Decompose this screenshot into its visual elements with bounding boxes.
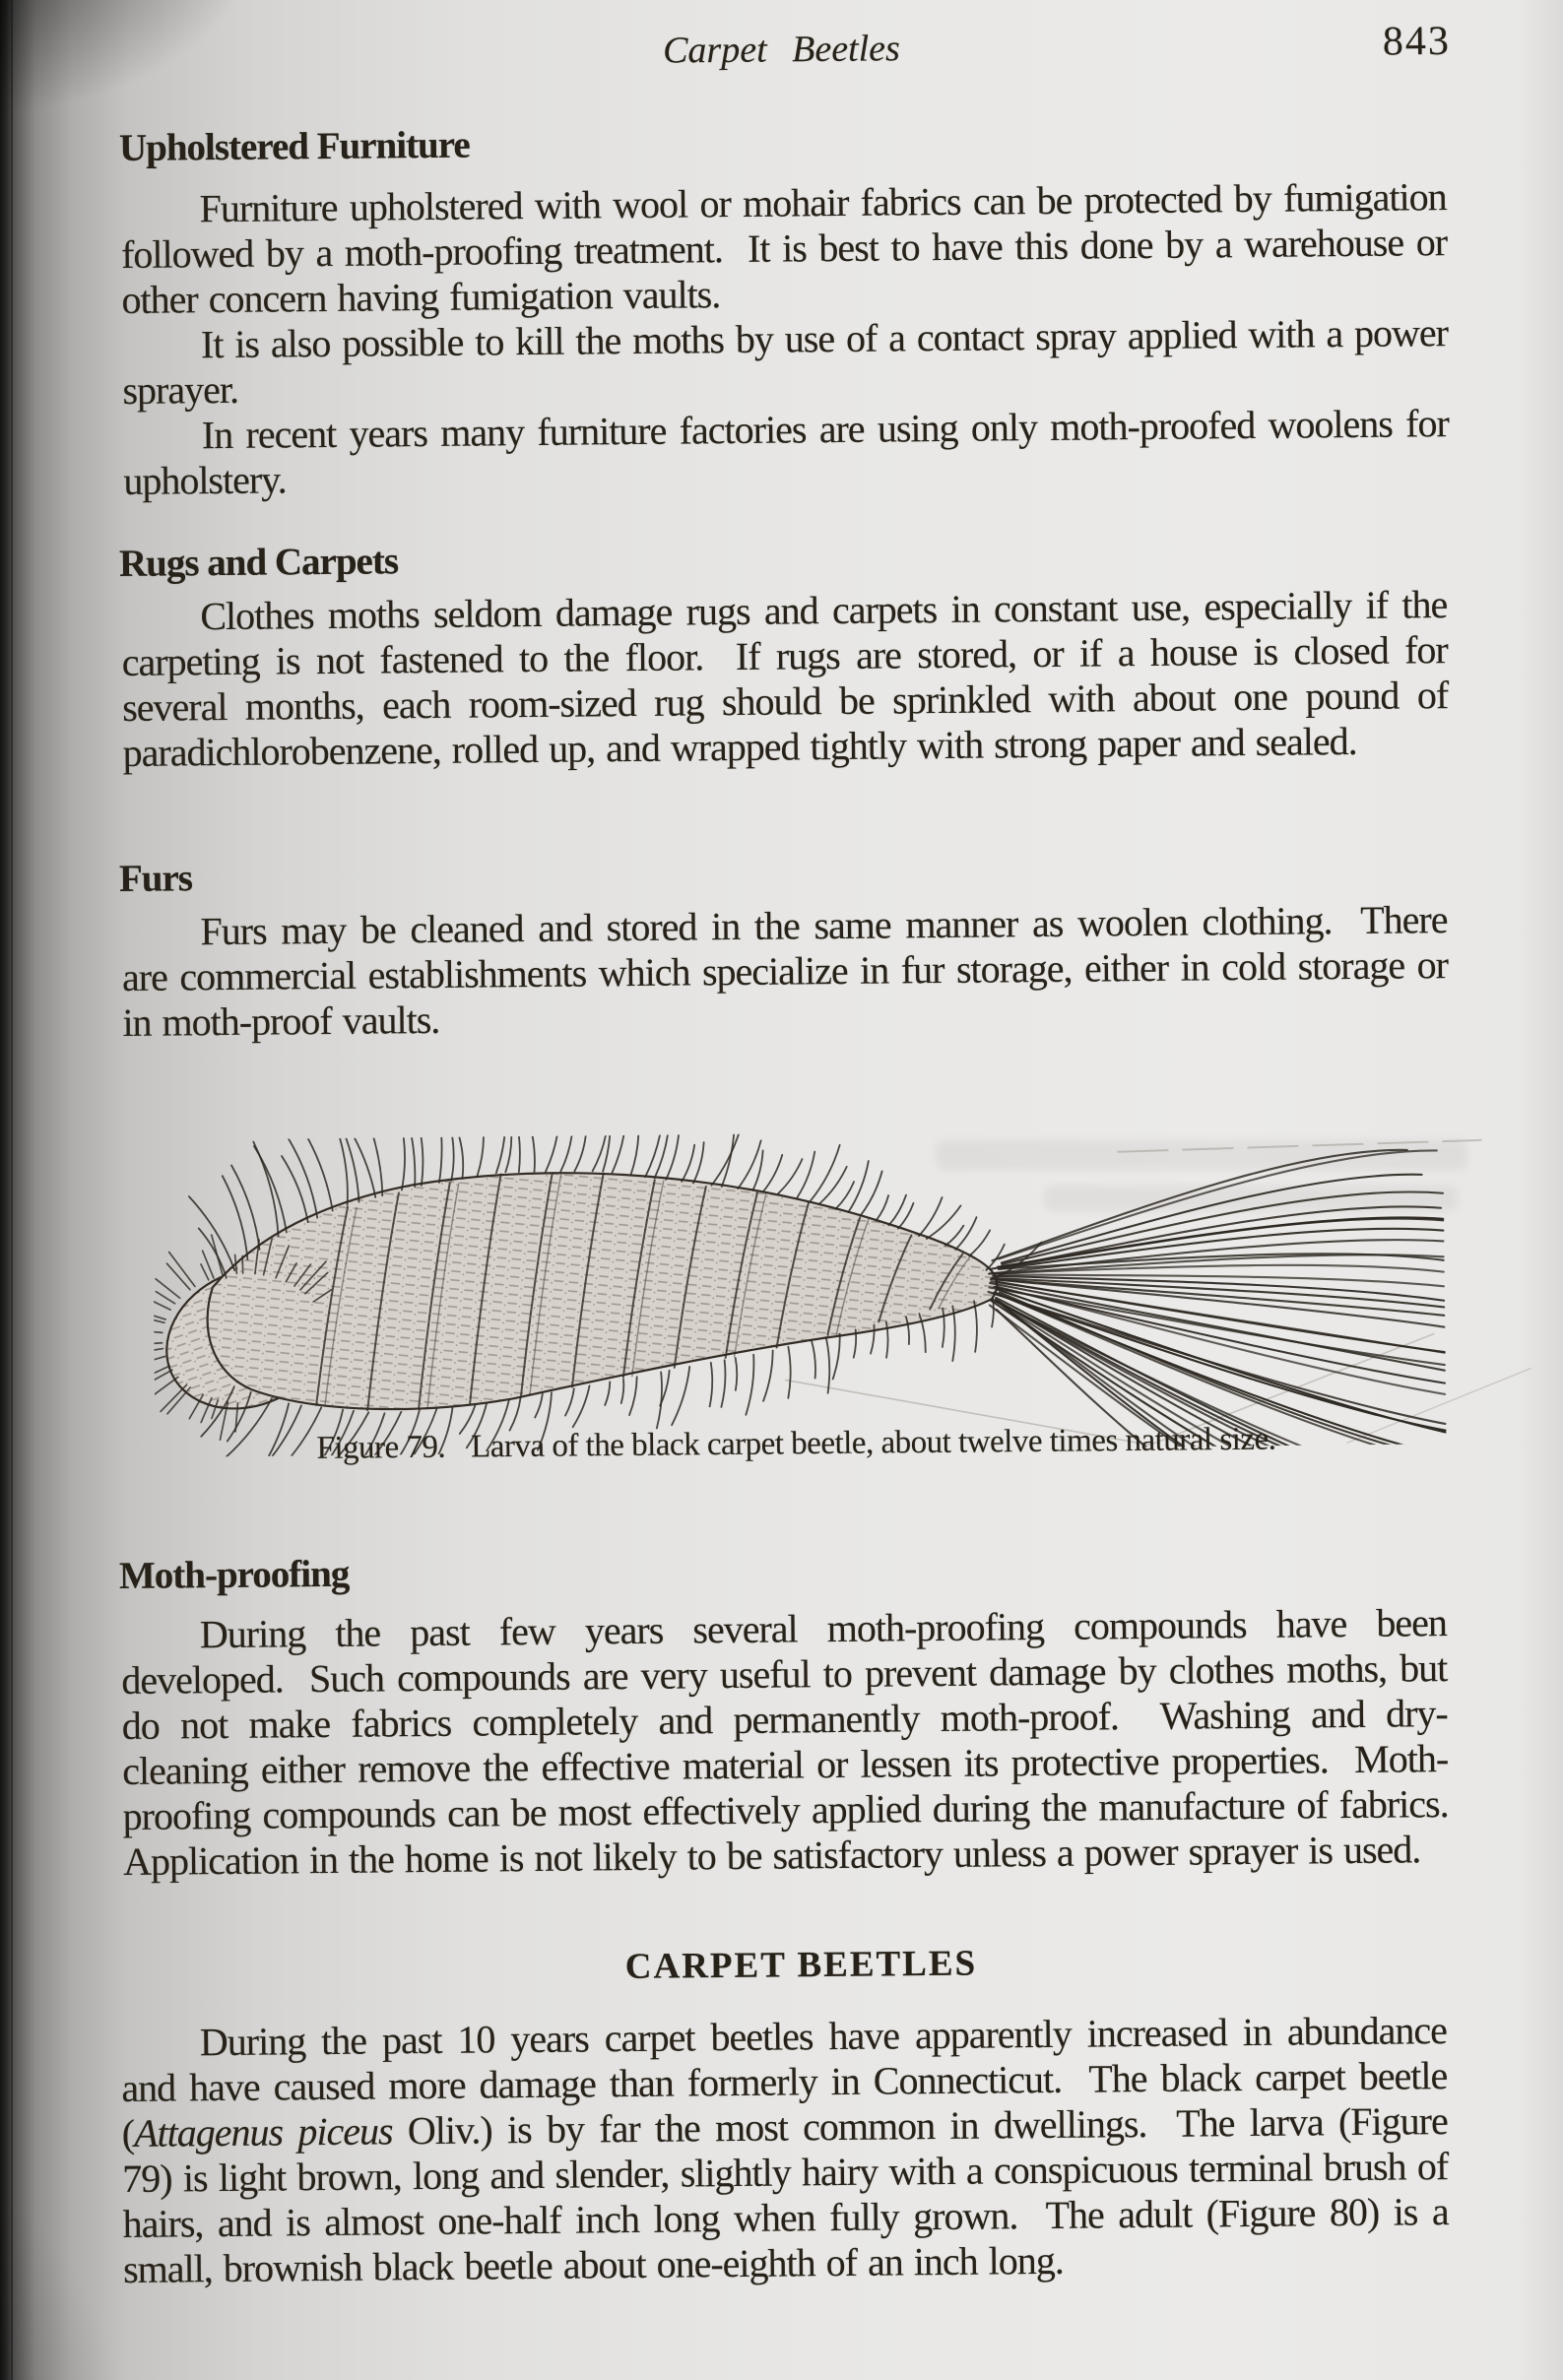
paragraph: Clothes moths seldom damage rugs and carpets in constant use, especially if the carpeting is not fastened to the floor. If rugs are stored, or if a house is closed for several months, each room-sized rug should be sprinkled with about one pound of paradichlorobenzene, rolled up, and wrapped tightly with strong paper and sealed.	[121, 581, 1460, 775]
paragraph-text: Oliv.) is by far the most common in dwellings. The larva (Figure 79) is light brown, long and slender, slightly hairy with a conspicuous terminal brush of hairs, and is almost one-half inch long when fully grown. The adult (Figure 80) is a small, brownish black beetle about one-eighth of an inch long.	[122, 2097, 1460, 2291]
section-heading-furs: Furs	[118, 857, 193, 900]
larva-terminal-hair-brush	[987, 1149, 1447, 1457]
page-number: 843	[1382, 18, 1452, 65]
figure-caption-label: Figure 79.	[316, 1429, 446, 1466]
section-carpet-beetles-body	[121, 2007, 1460, 2292]
figure-caption-text: Larva of the black carpet beetle, about twelve times natural size.	[470, 1421, 1276, 1465]
paragraph: It is also possible to kill the moths by use of a contact spray applied with a power sprayer.	[122, 309, 1460, 413]
section-heading-carpet-beetles: CARPET BEETLES	[624, 1943, 978, 1987]
running-head	[0, 18, 1563, 79]
section-rugs-and-carpets-body	[121, 581, 1460, 776]
species-name-italic: Attagenus piceus	[133, 2108, 393, 2155]
paragraph	[121, 2007, 1460, 2292]
section-heading-rugs-and-carpets: Rugs and Carpets	[118, 540, 399, 585]
section-furs-body	[121, 896, 1460, 1046]
section-moth-proofing-body	[121, 1599, 1470, 1885]
section-upholstered-furniture-body	[120, 173, 1461, 504]
paragraph: Furniture upholstered with wool or mohair fabrics can be protected by fumigation followed by a moth-proofing treatment. It is best to have this done by a warehouse or other concern having fumigation vaults.	[120, 173, 1459, 323]
larva-body	[206, 1169, 998, 1411]
paragraph-text: During the past 10 years carpet beetles have apparently increased in abundance and have caused more damage than formerly in Connecticut. The black carpet beetle (	[121, 2007, 1459, 2155]
paragraph: In recent years many furniture factories are using only moth-proofed woolens for upholstery.	[123, 400, 1461, 503]
carpet-beetle-larva-illustration	[152, 1126, 1553, 1457]
section-heading-upholstered-furniture: Upholstered Furniture	[118, 123, 470, 169]
section-heading-moth-proofing: Moth-proofing	[118, 1552, 350, 1597]
running-head-title: Carpet Beetles	[662, 28, 901, 72]
binding-edge-shadow	[11, 0, 13, 2380]
paragraph: During the past few years several moth-proofing compounds have been developed. Such compounds are very useful to prevent damage by clothes moths, but do not make fabrics completely and permanently moth-proof. Washing and dry-cleaning either remove the effective material or lessen its protective properties. Moth-proofing compounds can be most effectively applied during the manufacture of fabrics. Application in the home is not likely to be satisfactory unless a power sprayer is used.	[121, 1599, 1470, 1884]
figure-79	[152, 1126, 1553, 1457]
paragraph: Furs may be cleaned and stored in the same manner as woolen clothing. There are commercial establishments which specialize in fur storage, either in cold storage or in moth-proof vaults.	[121, 896, 1460, 1045]
